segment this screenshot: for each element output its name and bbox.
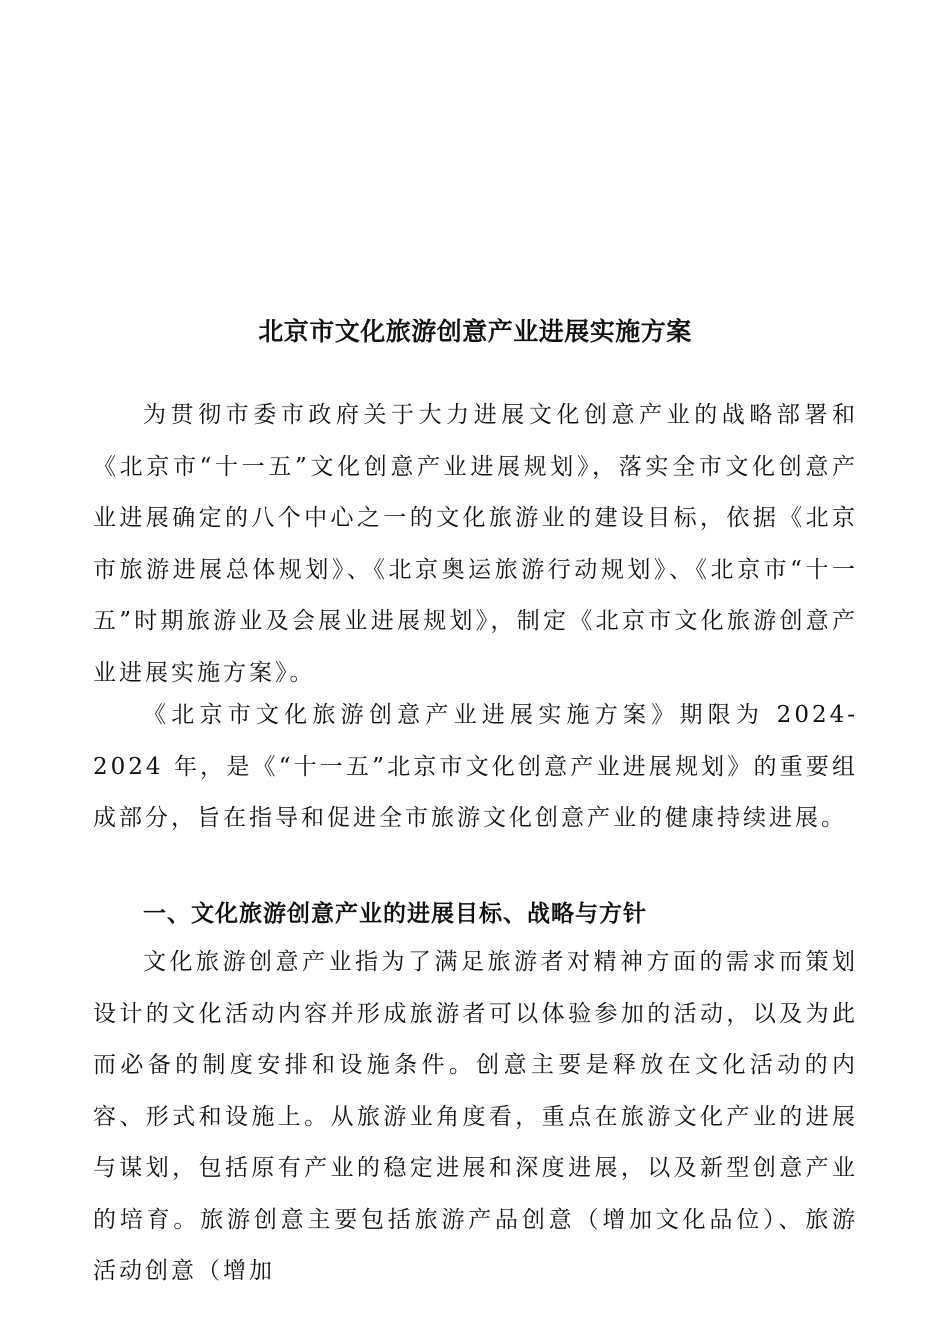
section-heading: 一、文化旅游创意产业的进展目标、战略与方针 [143,901,647,927]
document-title: 北京市文化旅游创意产业进展实施方案 [258,316,692,346]
scope-paragraph: 《北京市文化旅游创意产业进展实施方案》期限为 2024-2024 年，是《“十一五”北京市文化创意产业进展规划》的重要组成部分，旨在指导和促进全市旅游文化创意产业的健康持续进展。 [93,702,858,831]
section-paragraph: 文化旅游创意产业指为了满足旅游者对精神方面的需求而策划设计的文化活动内容并形成旅游者可以体验参加的活动，以及为此而必备的制度安排和设施条件。创意主要是释放在文化活动的内容、形式和设施上。从旅游业角度看，重点在旅游文化产业的进展与谋划，包括原有产业的稳定进展和深度进展，以及新型创意产业的培育。旅游创意主要包括旅游产品创意（增加文化品位）、旅游活动创意（增加 [93,949,858,1284]
intro-paragraph: 为贯彻市委市政府关于大力进展文化创意产业的战略部署和《北京市“十一五”文化创意产业进展规划》，落实全市文化创意产业进展确定的八个中心之一的文化旅游业的建设目标，依据《北京市旅游进展总体规划》、《北京奥运旅游行动规划》、《北京市“十一五”时期旅游业及会展业进展规划》，制定《北京市文化旅游创意产业进展实施方案》。 [93,402,858,686]
